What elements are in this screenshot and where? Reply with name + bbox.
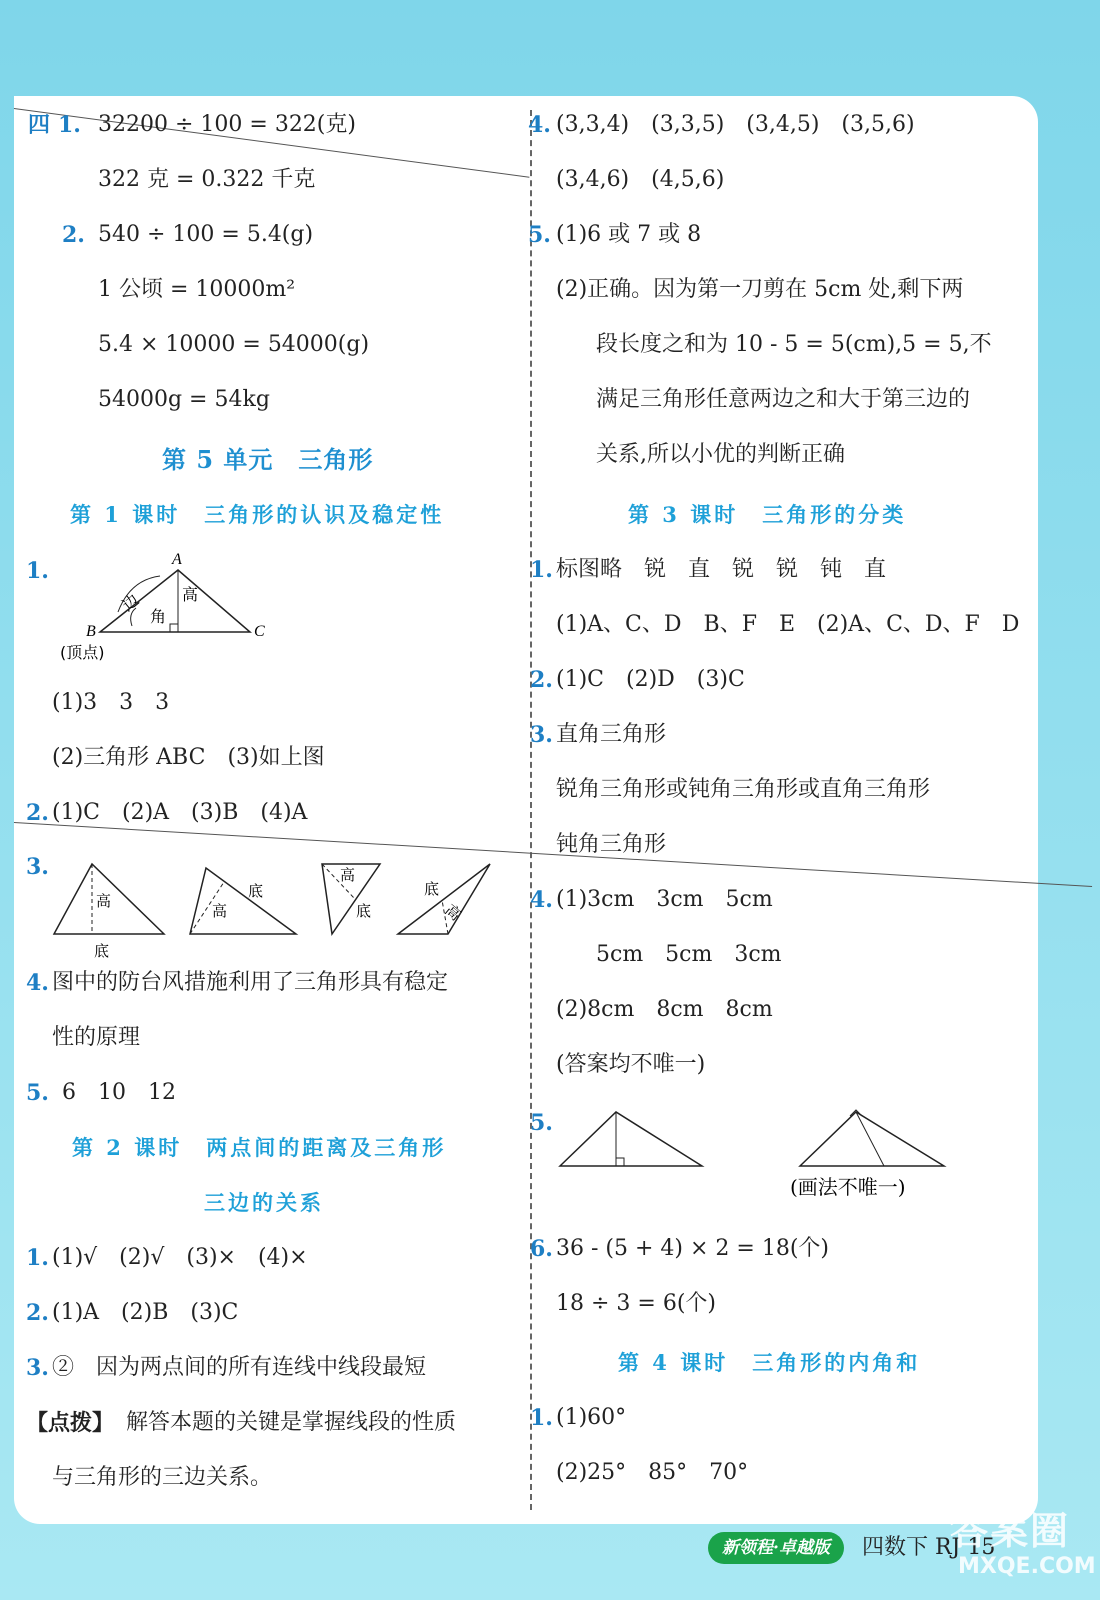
l3q6-line2: 18 ÷ 3 = 6(个) — [556, 1291, 716, 1316]
l3q3-line1: 直角三角形 — [556, 722, 667, 747]
fig3b-base: 底 — [248, 882, 264, 900]
l4q1-number: 1. — [530, 1405, 553, 1431]
l3q3-line3: 钝角三角形 — [556, 832, 667, 857]
l2q2-number: 2. — [26, 1300, 49, 1326]
lesson4-title: 第 4 课时 三角形的内角和 — [618, 1350, 921, 1375]
l3q4-line2: 5cm 5cm 3cm — [596, 942, 782, 967]
page-footer: 四数下 RJ 15 — [862, 1535, 996, 1560]
q4-line2: 性的原理 — [52, 1025, 141, 1050]
s4-line3: 540 ÷ 100 = 5.4(g) — [98, 222, 314, 247]
fig3d-base: 底 — [424, 880, 440, 898]
l4q1-line1: (1)60° — [556, 1405, 627, 1430]
l3q1-number: 1. — [530, 557, 553, 583]
r-q5-line5: 关系,所以小优的判断正确 — [596, 442, 845, 467]
q1b-answer: (2)三角形 ABC (3)如上图 — [52, 745, 325, 770]
q4-number: 4. — [26, 970, 49, 996]
l4q1-line2: (2)25° 85° 70° — [556, 1460, 749, 1485]
r-q5-line1: (1)6 或 7 或 8 — [556, 222, 702, 247]
l3q4-line3: (2)8cm 8cm 8cm — [556, 997, 773, 1022]
section-four: 四 — [28, 112, 51, 138]
l2q1-answer: (1)√ (2)√ (3)× (4)× — [52, 1245, 308, 1270]
brand-badge: 新领程·卓越版 — [708, 1532, 844, 1564]
l3q3-number: 3. — [530, 722, 553, 748]
q1-number: 1. — [58, 112, 81, 138]
tip-line1: 解答本题的关键是掌握线段的性质 — [126, 1410, 457, 1435]
lesson3-title: 第 3 课时 三角形的分类 — [628, 502, 907, 527]
fig1-number: 1. — [26, 558, 49, 584]
lesson2-subtitle: 三边的关系 — [204, 1190, 324, 1215]
fig3a-base: 底 — [94, 942, 110, 960]
r-q5-line2: (2)正确。因为第一刀剪在 5cm 处,剩下两 — [556, 277, 964, 302]
r-q5-number: 5. — [528, 222, 551, 248]
watermark — [950, 1500, 1095, 1595]
l3q5-number: 5. — [530, 1110, 553, 1136]
q1a-answer: (1)3 3 3 — [52, 690, 170, 715]
edge-label: 边 — [118, 589, 143, 615]
fig3a-height: 高 — [96, 892, 112, 910]
l2q2-answer: (1)A (2)B (3)C — [52, 1300, 239, 1325]
triangle-abc-figure — [60, 550, 280, 670]
l3q4-line4: (答案均不唯一) — [556, 1052, 706, 1077]
l2q1-number: 1. — [26, 1245, 49, 1271]
watermark-url: MXQE.COM — [958, 1554, 1096, 1579]
q3-number: 3. — [26, 854, 49, 880]
r-q4-number: 4. — [528, 112, 551, 138]
fig3b-height: 高 — [212, 902, 228, 920]
q5-number: 5. — [26, 1080, 49, 1106]
r-q4-line2: (3,4,6) (4,5,6) — [556, 167, 725, 192]
l3q6-number: 6. — [530, 1236, 553, 1262]
heights-figures — [50, 860, 510, 960]
s4-line4: 1 公顷 = 10000m² — [98, 277, 296, 302]
l2q3-number: 3. — [26, 1355, 49, 1381]
s4-line2: 322 克 = 0.322 千克 — [98, 167, 316, 192]
s4-line6: 54000g = 54kg — [98, 387, 270, 412]
l3q2-number: 2. — [530, 667, 553, 693]
tip-line2: 与三角形的三边关系。 — [52, 1465, 273, 1490]
drawn-triangles-figure — [556, 1108, 956, 1208]
q5-answer: 6 10 12 — [62, 1080, 176, 1105]
tip-label: 【点拨】 — [26, 1410, 115, 1436]
l3q3-line2: 锐角三角形或钝角三角形或直角三角形 — [556, 777, 931, 802]
angle-label: 角 — [150, 607, 167, 626]
column-divider — [530, 110, 532, 1510]
vertex-label: (顶点) — [60, 643, 105, 662]
l3q4-number: 4. — [530, 887, 553, 913]
q4-line1: 图中的防台风措施利用了三角形具有稳定 — [52, 970, 449, 995]
q2-answer: (1)C (2)A (3)B (4)A — [52, 800, 308, 825]
q2-num: 2. — [26, 800, 49, 826]
unit-title: 第 5 单元 三角形 — [162, 445, 374, 474]
drawing-note: (画法不唯一) — [790, 1175, 906, 1199]
q2-number: 2. — [62, 222, 85, 248]
r-q5-line3: 段长度之和为 10 - 5 = 5(cm),5 = 5,不 — [596, 332, 992, 357]
r-q5-line4: 满足三角形任意两边之和大于第三边的 — [596, 387, 971, 412]
vertex-a-label: A — [172, 551, 182, 568]
s4-line1: 32200 ÷ 100 = 322(克) — [98, 112, 356, 137]
l3q2-answer: (1)C (2)D (3)C — [556, 667, 745, 692]
fig3c-height: 高 — [340, 866, 356, 884]
l3q6-line1: 36 - (5 + 4) × 2 = 18(个) — [556, 1236, 829, 1261]
fig3d-height: 高 — [441, 900, 465, 925]
l3q1-line2: (1)A、C、D B、F E (2)A、C、D、F D — [556, 612, 1020, 637]
r-q4-line1: (3,3,4) (3,3,5) (3,4,5) (3,5,6) — [556, 112, 915, 137]
lesson2-title: 第 2 课时 两点间的距离及三角形 — [72, 1135, 447, 1160]
watermark-brand: 答案圈 — [950, 1509, 1071, 1553]
l3q1-line1: 标图略 锐 直 锐 锐 钝 直 — [556, 557, 887, 582]
vertex-c-label: C — [254, 623, 265, 640]
fig3c-base: 底 — [356, 902, 372, 920]
lesson1-title: 第 1 课时 三角形的认识及稳定性 — [70, 502, 445, 527]
l2q3-answer: ② 因为两点间的所有连线中线段最短 — [52, 1355, 427, 1380]
s4-line5: 5.4 × 10000 = 54000(g) — [98, 332, 370, 357]
vertex-b-label: B — [86, 623, 96, 640]
height-label: 高 — [182, 585, 199, 604]
l3q4-line1: (1)3cm 3cm 5cm — [556, 887, 773, 912]
